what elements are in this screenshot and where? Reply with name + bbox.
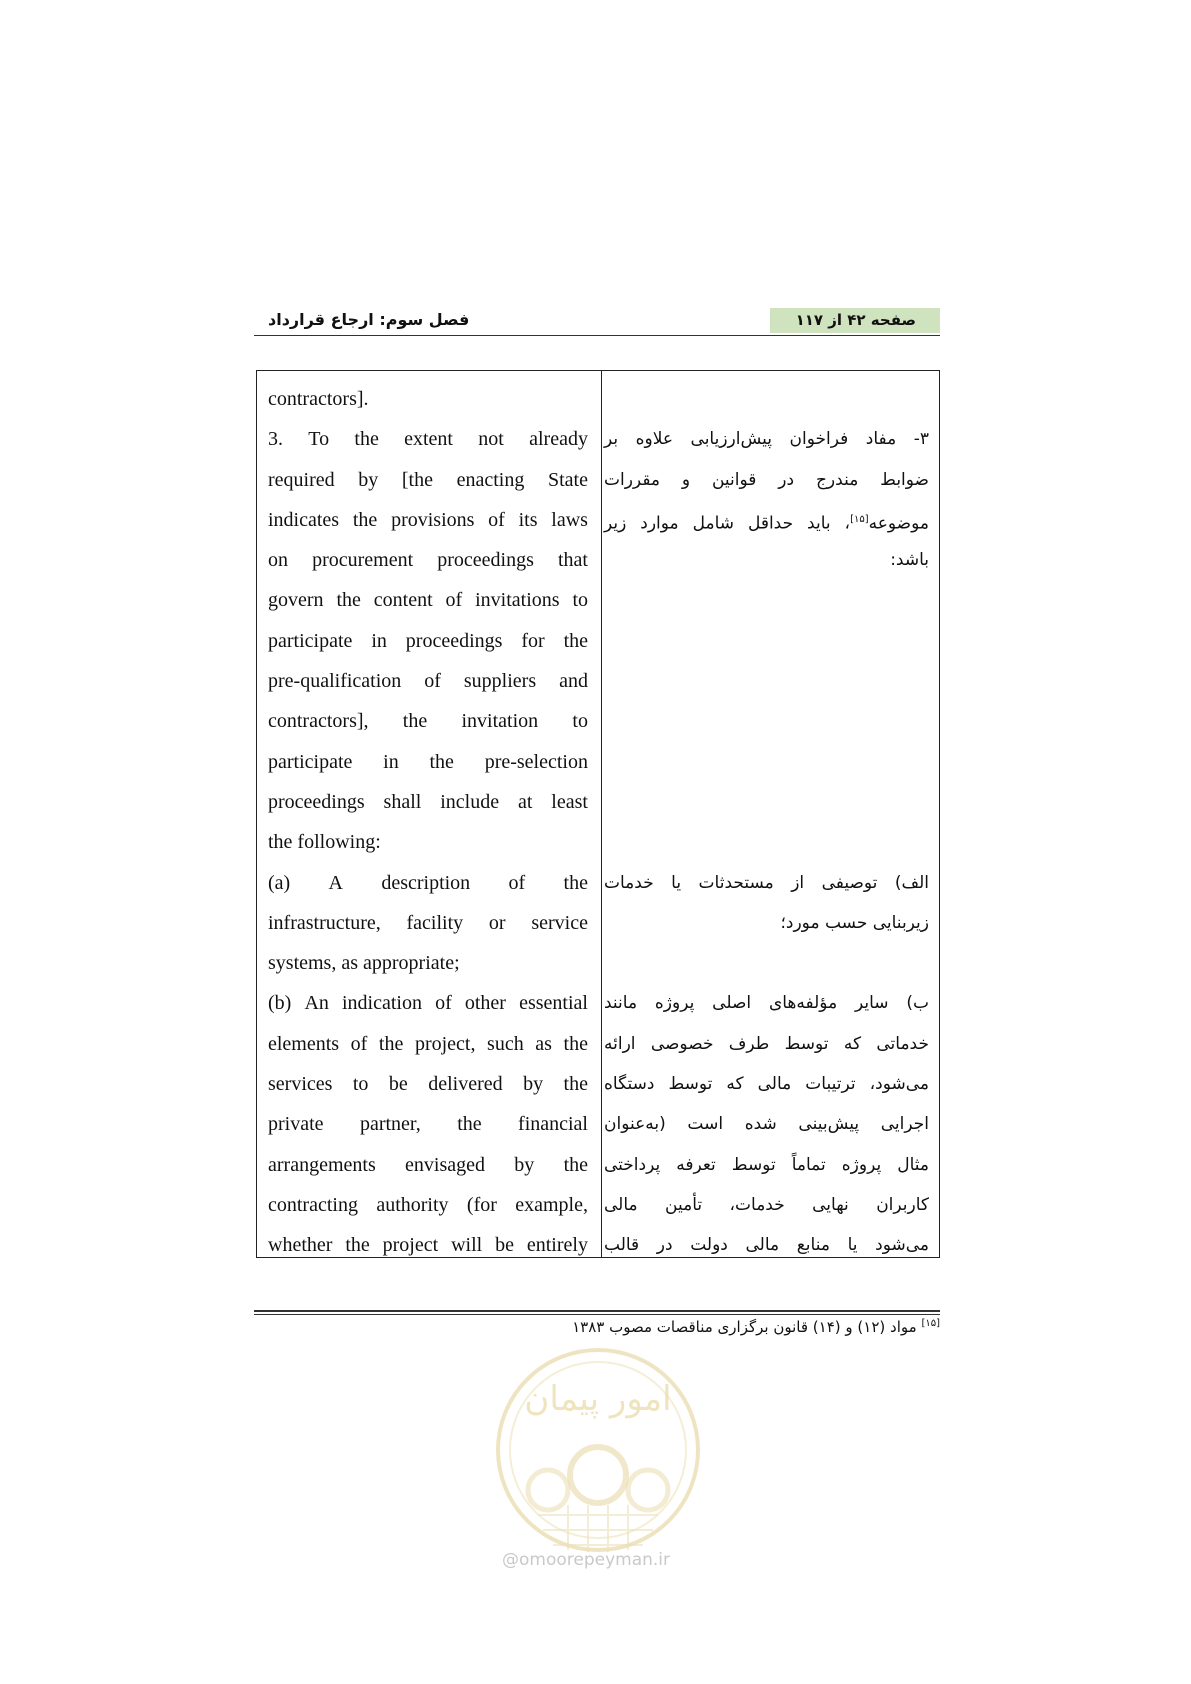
english-word: laws	[551, 508, 588, 531]
bilingual-table	[256, 370, 940, 1258]
column-divider	[601, 371, 602, 1257]
english-word: example,	[515, 1193, 588, 1216]
persian-line: ضوابط مندرج در قوانین و مقررات	[604, 469, 929, 490]
english-word: and	[559, 670, 588, 693]
watermark-logo-text: امور پیمان	[524, 1379, 672, 1419]
english-word: project	[382, 1234, 439, 1257]
english-word: To	[308, 428, 330, 451]
english-word: the	[378, 1032, 404, 1055]
english-word: to	[572, 589, 588, 612]
english-word: facility	[406, 911, 464, 934]
persian-fragment: موضوعه	[868, 513, 929, 534]
english-word: suppliers	[463, 670, 537, 693]
english-word: least	[551, 790, 588, 813]
english-word: be	[388, 1073, 408, 1096]
persian-line: اجرایی پیش‌بینی شده است (به‌عنوان	[604, 1114, 929, 1135]
english-word: the	[563, 1153, 588, 1176]
english-word: of	[445, 589, 463, 612]
english-word: services	[268, 1073, 333, 1096]
english-word: the	[354, 428, 379, 451]
persian-line: می‌شود یا منابع مالی دولت در قالب	[604, 1235, 929, 1256]
english-line	[268, 1024, 588, 1064]
english-word: participate	[268, 750, 353, 773]
english-word: service	[531, 911, 588, 934]
english-line	[268, 742, 588, 782]
english-word: contracting	[268, 1193, 358, 1216]
english-word: extent	[404, 428, 453, 451]
english-word: as	[535, 1032, 552, 1055]
english-word: that	[558, 549, 588, 572]
english-word: provisions	[391, 508, 475, 531]
english-word: elements	[268, 1032, 340, 1055]
english-word: by	[514, 1153, 535, 1176]
english-word: contractors].	[268, 388, 369, 410]
persian-line: الف) توصیفی از مستحدثات یا خدمات	[604, 872, 929, 893]
english-word: govern	[268, 589, 324, 612]
english-word: (b)	[268, 992, 292, 1015]
persian-line: مثال پروژه تماماً توسط تعرفه پرداختی	[604, 1154, 929, 1175]
english-word: 3.	[268, 428, 283, 451]
english-word: the	[563, 871, 588, 894]
english-word: procurement	[312, 549, 414, 572]
english-word: proceedings	[437, 549, 534, 572]
english-word: of	[435, 992, 452, 1015]
english-word: not	[478, 428, 504, 451]
english-word: the	[563, 629, 588, 652]
english-word: proceedings	[405, 629, 503, 652]
english-word: the	[429, 750, 454, 773]
footnote-rule	[254, 1314, 940, 1315]
english-word: at	[517, 790, 533, 813]
english-word: indicates	[268, 508, 340, 531]
footnote-reference: [۱۵]	[850, 513, 869, 525]
persian-line: می‌شود، ترتیبات مالی که توسط دستگاه	[604, 1074, 929, 1095]
english-line	[268, 1225, 588, 1265]
english-word: arrangements	[268, 1153, 376, 1176]
english-word: shall	[383, 790, 422, 813]
persian-fragment: ، باید حداقل شامل موارد زیر	[604, 513, 851, 534]
english-word: invitations	[475, 589, 560, 612]
english-word: other	[464, 992, 506, 1015]
english-word: such	[487, 1032, 524, 1055]
english-word: of	[350, 1032, 368, 1055]
english-word: for	[521, 629, 545, 652]
english-word: pre-qualification	[268, 670, 402, 693]
english-line	[268, 943, 588, 983]
english-line	[268, 863, 588, 903]
english-word: be	[495, 1234, 514, 1257]
english-line	[268, 500, 588, 540]
footnote	[572, 1318, 940, 1336]
english-word: by	[358, 468, 379, 491]
english-word: of	[488, 508, 505, 531]
english-line	[268, 379, 588, 419]
english-word: already	[529, 428, 588, 451]
english-word: to	[352, 1073, 369, 1096]
english-word: the	[563, 1073, 588, 1096]
footnote-marker: [۱۵]	[921, 1318, 940, 1329]
english-line	[268, 822, 588, 862]
watermark-url: @omoorepeyman.ir	[502, 1550, 671, 1570]
english-word: in	[383, 750, 399, 773]
english-word: the	[563, 1032, 588, 1055]
english-word: private	[268, 1113, 324, 1136]
english-word: the	[402, 710, 428, 733]
english-word: by	[523, 1073, 544, 1096]
english-line	[268, 1104, 588, 1144]
english-word: entirely	[526, 1234, 588, 1257]
persian-line: کاربران نهایی خدمات، تأمین مالی	[604, 1194, 929, 1215]
english-line	[268, 621, 588, 661]
english-word: delivered	[428, 1073, 503, 1096]
english-column	[268, 379, 588, 1266]
english-line	[268, 1185, 588, 1225]
english-word: the	[352, 508, 378, 531]
english-word: to	[572, 710, 588, 733]
english-word: the following:	[268, 831, 381, 854]
english-line	[268, 983, 588, 1023]
english-word: content	[373, 589, 433, 612]
persian-line: خدماتی که توسط طرف خصوصی ارائه	[604, 1033, 929, 1054]
english-word: contractors],	[268, 710, 369, 733]
english-word: on	[268, 549, 288, 572]
english-word: An	[304, 992, 329, 1015]
persian-line: زیربنایی حسب مورد؛	[780, 912, 929, 933]
english-word: the	[345, 1234, 370, 1257]
english-line	[268, 1145, 588, 1185]
english-word: A	[328, 871, 343, 894]
english-word: systems, as appropriate;	[268, 952, 460, 975]
footnote-rule	[254, 1310, 940, 1312]
english-word: of	[508, 871, 526, 894]
english-word: [the	[401, 468, 433, 491]
english-word: participate	[268, 629, 353, 652]
watermark-logo	[488, 1340, 708, 1580]
english-word: the	[457, 1113, 482, 1136]
english-word: the	[336, 589, 361, 612]
english-word: (for	[466, 1193, 497, 1216]
english-word: envisaged	[405, 1153, 485, 1176]
footnote-text: مواد (۱۲) و (۱۴) قانون برگزاری مناقصات مصوب ۱۳۸۳	[572, 1318, 917, 1336]
spacer	[604, 379, 929, 419]
english-word: required	[268, 468, 335, 491]
english-word: include	[440, 790, 500, 813]
english-word: or	[488, 911, 506, 934]
english-line	[268, 701, 588, 741]
persian-line: ۳- مفاد فراخوان پیش‌ارزیابی علاوه بر	[604, 429, 929, 450]
english-word: whether	[268, 1234, 333, 1257]
english-line	[268, 661, 588, 701]
persian-column	[604, 379, 929, 1266]
english-word: pre-selection	[484, 750, 588, 773]
english-line	[268, 580, 588, 620]
chapter-title: فصل سوم: ارجاع قرارداد	[268, 310, 470, 329]
english-line	[268, 460, 588, 500]
english-word: financial	[518, 1113, 588, 1136]
english-word: will	[451, 1234, 483, 1257]
english-word: State	[547, 468, 588, 491]
watermark-emblem-icon	[488, 1340, 708, 1580]
english-line	[268, 419, 588, 459]
english-word: essential	[519, 992, 588, 1015]
english-line	[268, 782, 588, 822]
english-word: infrastructure,	[268, 911, 381, 934]
english-word: partner,	[359, 1113, 421, 1136]
english-word: project,	[414, 1032, 476, 1055]
english-word: its	[518, 508, 538, 531]
persian-line: باشد:	[890, 550, 929, 571]
english-word: authority	[376, 1193, 449, 1216]
english-word: (a)	[268, 871, 291, 894]
page-number-badge: صفحه ۴۲ از ۱۱۷	[770, 308, 940, 333]
english-word: in	[371, 629, 387, 652]
english-word: proceedings	[268, 790, 365, 813]
persian-line	[604, 500, 929, 540]
persian-line: ب) سایر مؤلفه‌های اصلی پروژه مانند	[604, 993, 929, 1014]
english-line	[268, 1064, 588, 1104]
english-word: enacting	[456, 468, 525, 491]
english-word: description	[381, 871, 471, 894]
page-header	[254, 306, 940, 336]
english-line	[268, 903, 588, 943]
english-word: indication	[342, 992, 422, 1015]
english-word: of	[424, 670, 441, 693]
english-word: invitation	[461, 710, 539, 733]
english-line	[268, 540, 588, 580]
